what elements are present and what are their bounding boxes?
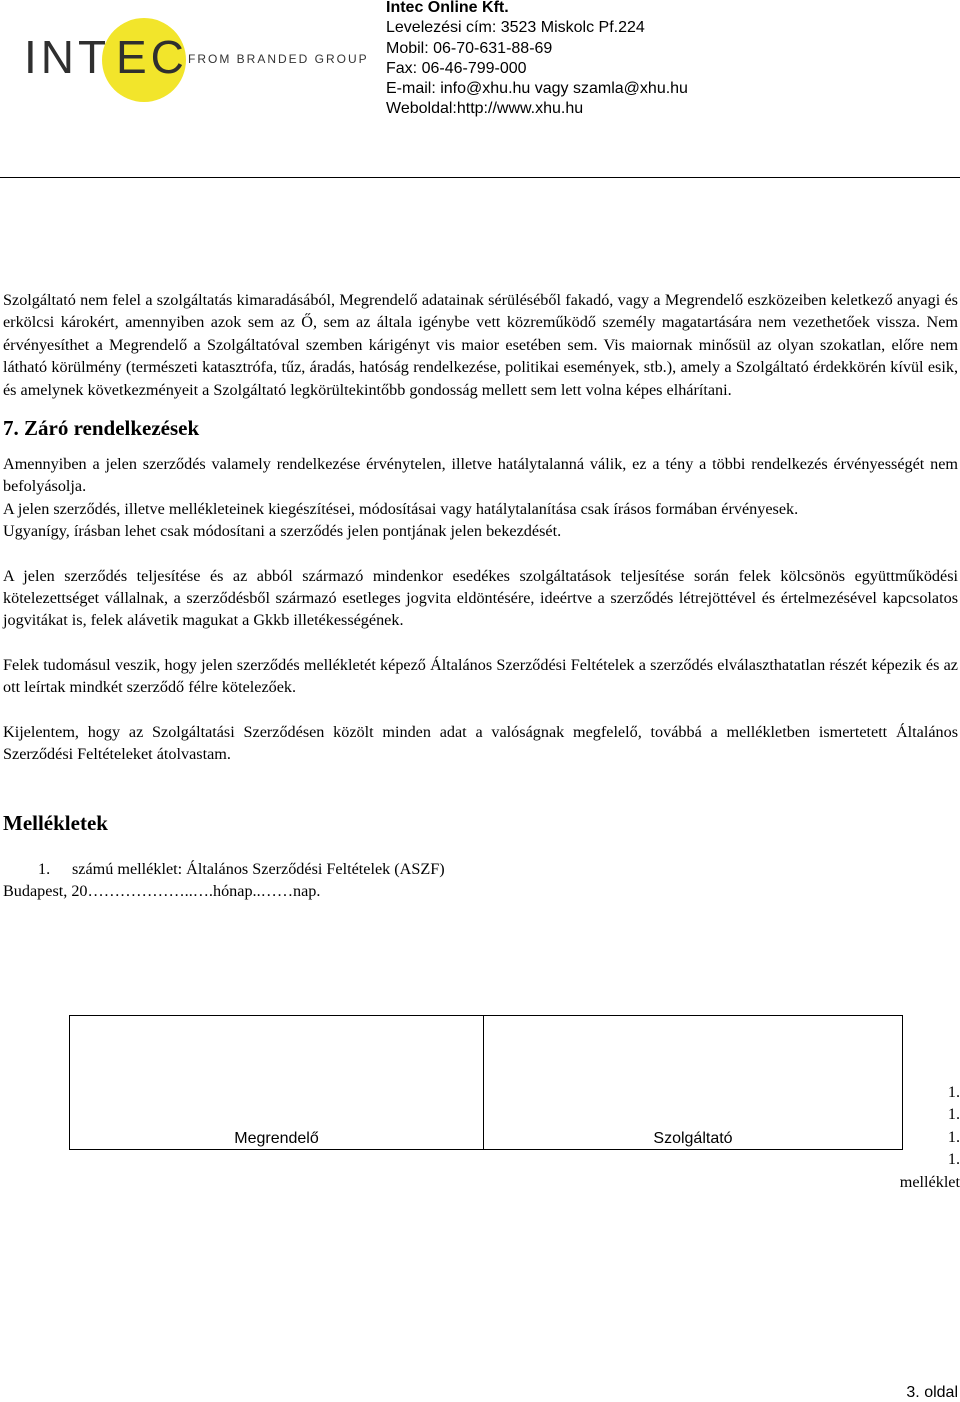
document-body xyxy=(3,289,958,902)
written-form-paragraph: A jelen szerződés, illetve mellékleteinek kiegészítései, módosításai vagy hatálytalanítása csak írásos formában érvényesek. xyxy=(3,499,799,518)
mobile-number: Mobil: 06-70-631-88-69 xyxy=(386,39,553,57)
cooperation-paragraph: A jelen szerződés teljesítése és az abból származó mindenkor esedékes szolgáltatások teljesítése során felek kölcsönös együttműködési kötelezettséget vállalnak, a szerződésből származó esetleges jogvita eldöntésére, ideértve a szerződés létrejöttével és értelmezésével kapcsolatos jogvitákat is, felek alávetik magukat a Gkkb illetékességének. xyxy=(3,566,958,630)
section-7-title: 7. Záró rendelkezések xyxy=(3,416,200,441)
website: Weboldal:http://www.xhu.hu xyxy=(386,100,584,118)
list-item-text: számú melléklet: Általános Szerződési Feltételek (ASZF) xyxy=(72,859,445,878)
declaration-paragraph: Kijelentem, hogy az Szolgáltatási Szerződésen közölt minden adat a valóságnak megfelelő, továbbá a mellékletben ismertetett Általános Szerződési Feltételeket átolvastam. xyxy=(3,722,958,764)
company-logo xyxy=(22,16,369,98)
page-header xyxy=(0,0,960,180)
email-address: E-mail: info@xhu.hu vagy szamla@xhu.hu xyxy=(386,80,688,98)
signature-table xyxy=(69,1015,903,1150)
signature-provider: Szolgáltató xyxy=(484,1016,903,1150)
list-item: 1. xyxy=(947,1083,960,1101)
logo-wordmark-int: INT xyxy=(24,31,111,83)
side-numbering xyxy=(888,1081,960,1193)
list-item xyxy=(38,858,958,880)
invalidity-paragraph: Amennyiben a jelen szerződés valamely rendelkezése érvénytelen, illetve hatálytalanná válik, ez a tény a többi rendelkezés érvényességét nem befolyásolja. xyxy=(3,455,958,496)
list-item: 1. xyxy=(947,1105,960,1124)
mailing-address: Levelezési cím: 3523 Miskolc Pf.224 xyxy=(386,19,645,37)
company-name: Intec Online Kft. xyxy=(386,0,509,16)
logo-tagline: FROM BRANDED GROUP xyxy=(188,52,369,66)
contact-block xyxy=(386,0,688,120)
signature-customer: Megrendelő xyxy=(70,1016,484,1150)
fax-number: Fax: 06-46-799-000 xyxy=(386,59,527,77)
logo-wordmark-ec: EC xyxy=(116,31,188,83)
attachments-title: Mellékletek xyxy=(3,810,108,835)
list-item-number: 1. xyxy=(38,859,51,878)
attachments-list xyxy=(3,858,958,880)
modification-paragraph: Ugyanígy, írásban lehet csak módosítani a szerződés jelen pontjának jelen bekezdését. xyxy=(3,522,562,541)
liability-paragraph: Szolgáltató nem felel a szolgáltatás kimaradásából, Megrendelő adatainak sérüléséből fakadó, vagy a Megrendelő eszközeiben keletkező anyagi és erkölcsi károkért, amennyiben azok sem az Ő, sem az általa igénybe vett közreműködő személy magatartására nem vezethetőek vissza. Nem érvényesíthet a Megrendelő a Szolgáltatóval szemben kárigényt vis maior esetében sem. Vis maiornak minősül az olyan szokatlan, előre nem látható körülmény (természeti katasztrófa, tűz, áradás, hatóság rendelkezése, politikai események, stb.), amely a Szolgáltató érdekkörén kívül esik, és amelynek következményeit a Szolgáltató legkörültekintőbb gondosság mellett sem lett volna képes elhárítani. xyxy=(3,291,958,399)
list-item: 1. xyxy=(947,1150,960,1169)
annex-paragraph: Felek tudomásul veszik, hogy jelen szerződés mellékletét képező Általános Szerződési Feltételek a szerződés elválaszthatatlan részét képezik és az ott leírtak mindkét szerződő félre kötelezőek. xyxy=(3,655,958,697)
header-divider xyxy=(0,177,960,178)
place-and-date: Budapest, 20………………..….hónap..……nap. xyxy=(3,881,321,900)
list-item: 1. xyxy=(947,1127,960,1146)
page-number: 3. oldal xyxy=(906,1384,958,1401)
list-item: melléklet xyxy=(899,1172,960,1191)
